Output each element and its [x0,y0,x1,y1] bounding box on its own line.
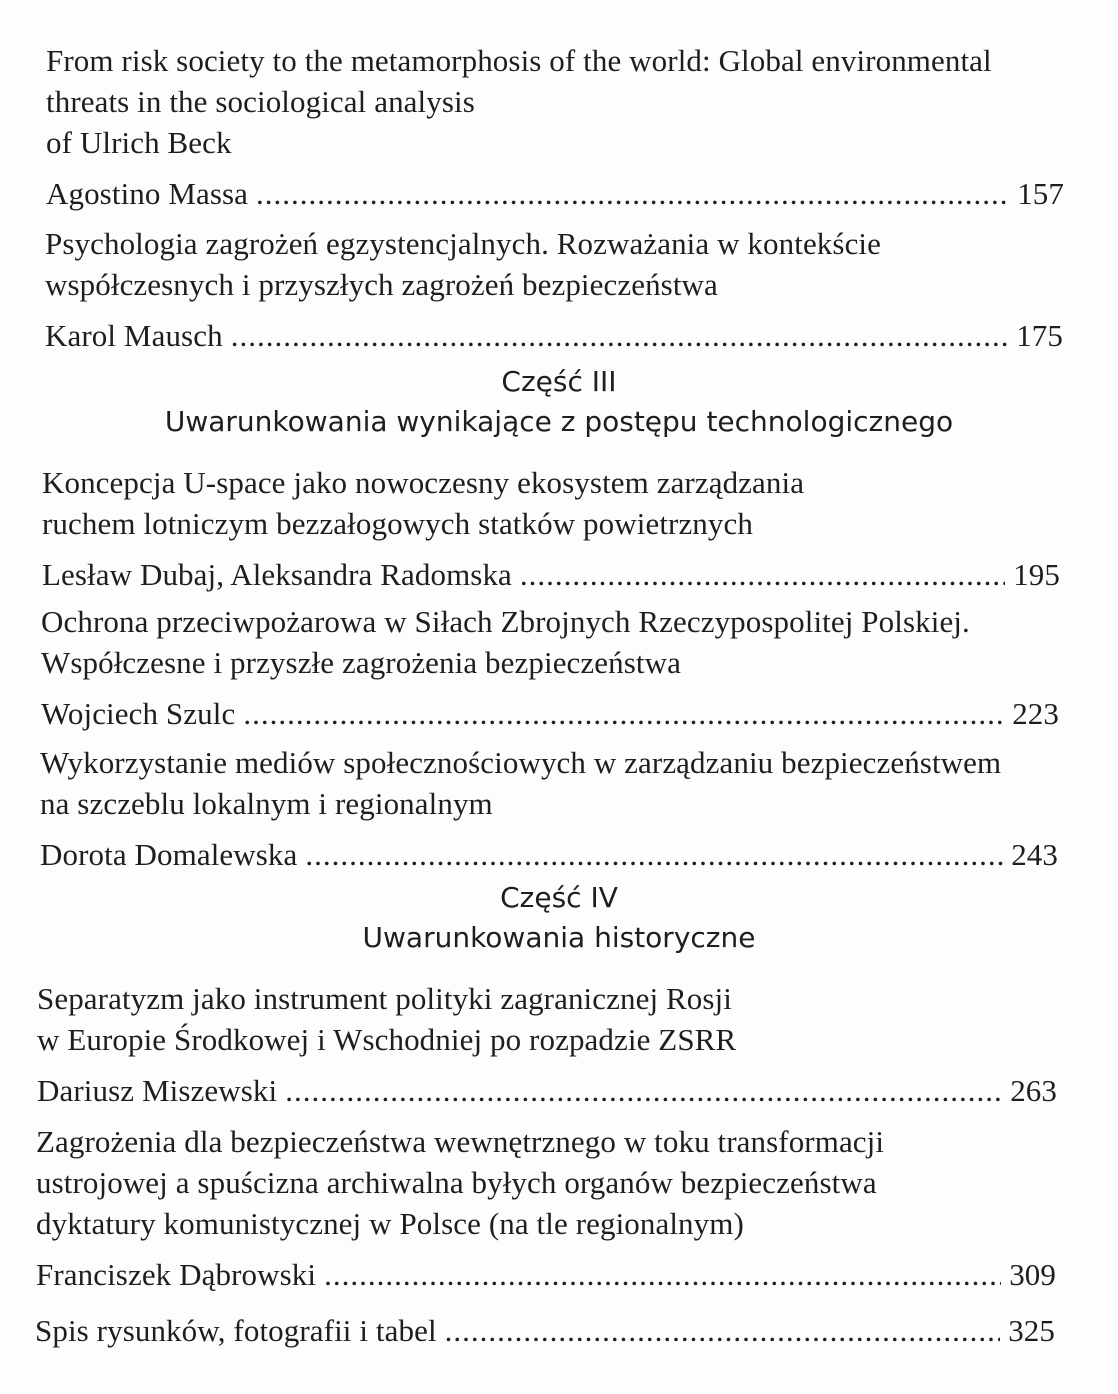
entry-author: Dorota Domalewska [40,837,298,872]
entry-title-line: Psychologia zagrożeń egzystencjalnych. Rozważania w kontekście [45,226,881,261]
toc-entry [35,1300,1055,1351]
part-heading [104,362,1014,442]
toc-entry [37,978,1057,1111]
entry-title-line: ustrojowej a spuścizna archiwalna byłych organów bezpieczeństwa [36,1165,877,1200]
entry-author: Wojciech Szulc [41,696,236,731]
entry-title-line: From risk society to the metamorphosis of the world: Global environmental [46,43,992,78]
entry-page-number: 309 [1009,1257,1056,1292]
entry-author-row [37,1060,1057,1111]
entry-title-line: Ochrona przeciwpożarowa w Siłach Zbrojnych Rzeczypospolitej Polskiej. [41,604,970,639]
entry-title-line: Separatyzm jako instrument polityki zagranicznej Rosji [37,981,732,1016]
part-label: Część IV [500,881,618,914]
part-title: Uwarunkowania historyczne [362,921,756,954]
entry-author-row [35,1300,1055,1351]
entry-author-row [41,683,1059,734]
toc-entry [42,462,1060,595]
dot-leader [243,693,1004,734]
dot-leader [285,1070,1002,1111]
entry-title-line: ruchem lotniczym bezzałogowych statków powietrznych [42,506,753,541]
part-title: Uwarunkowania wynikające z postępu technologicznego [164,405,954,438]
part-heading [104,878,1014,958]
toc-entry [45,223,1063,356]
entry-page-number: 175 [1016,318,1063,353]
toc-entry [46,40,1064,214]
entry-page-number: 263 [1010,1073,1057,1108]
entry-title-line: Współczesne i przyszłe zagrożenia bezpieczeństwa [41,645,681,680]
entry-title-line: współczesnych i przyszłych zagrożeń bezpieczeństwa [45,267,718,302]
toc-entry [41,601,1059,734]
entry-page-number: 243 [1011,837,1058,872]
toc-entry [36,1121,1056,1295]
entry-title-line: Koncepcja U-space jako nowoczesny ekosystem zarządzania [42,465,805,500]
dot-leader [445,1310,1001,1351]
entry-author: Karol Mausch [45,318,223,353]
entry-title-line: Wykorzystanie mediów społecznościowych w zarządzaniu bezpieczeństwem [40,745,1002,780]
dot-leader [324,1254,1001,1295]
entry-author: Agostino Massa [46,176,249,211]
entry-title-line: na szczeblu lokalnym i regionalnym [40,786,493,821]
entry-author-row [46,163,1064,214]
entry-title-line: Zagrożenia dla bezpieczeństwa wewnętrznego w toku transformacji [36,1124,885,1159]
entry-page-number: 195 [1013,557,1060,592]
entry-page-number: 157 [1017,176,1064,211]
entry-page-number: 223 [1012,696,1059,731]
entry-author: Franciszek Dąbrowski [36,1257,317,1292]
dot-leader [305,834,1003,875]
entry-author-row [36,1244,1056,1295]
entry-title: Spis rysunków, fotografii i tabel [35,1313,437,1348]
entry-author-row [42,544,1060,595]
dot-leader [520,554,1005,595]
entry-author-row [40,824,1058,875]
entry-title-line: dyktatury komunistycznej w Polsce (na tle regionalnym) [36,1206,744,1241]
dot-leader [256,173,1009,214]
entry-page-number: 325 [1008,1313,1055,1348]
entry-title-line: of Ulrich Beck [46,125,232,160]
part-label: Część III [501,365,617,398]
entry-author-row [45,305,1063,356]
entry-title-line: threats in the sociological analysis [46,84,475,119]
toc-entry [40,742,1058,875]
dot-leader [231,315,1009,356]
entry-title-line: w Europie Środkowej i Wschodniej po rozpadzie ZSRR [37,1022,737,1057]
entry-author: Dariusz Miszewski [37,1073,278,1108]
entry-author: Lesław Dubaj, Aleksandra Radomska [42,557,512,592]
